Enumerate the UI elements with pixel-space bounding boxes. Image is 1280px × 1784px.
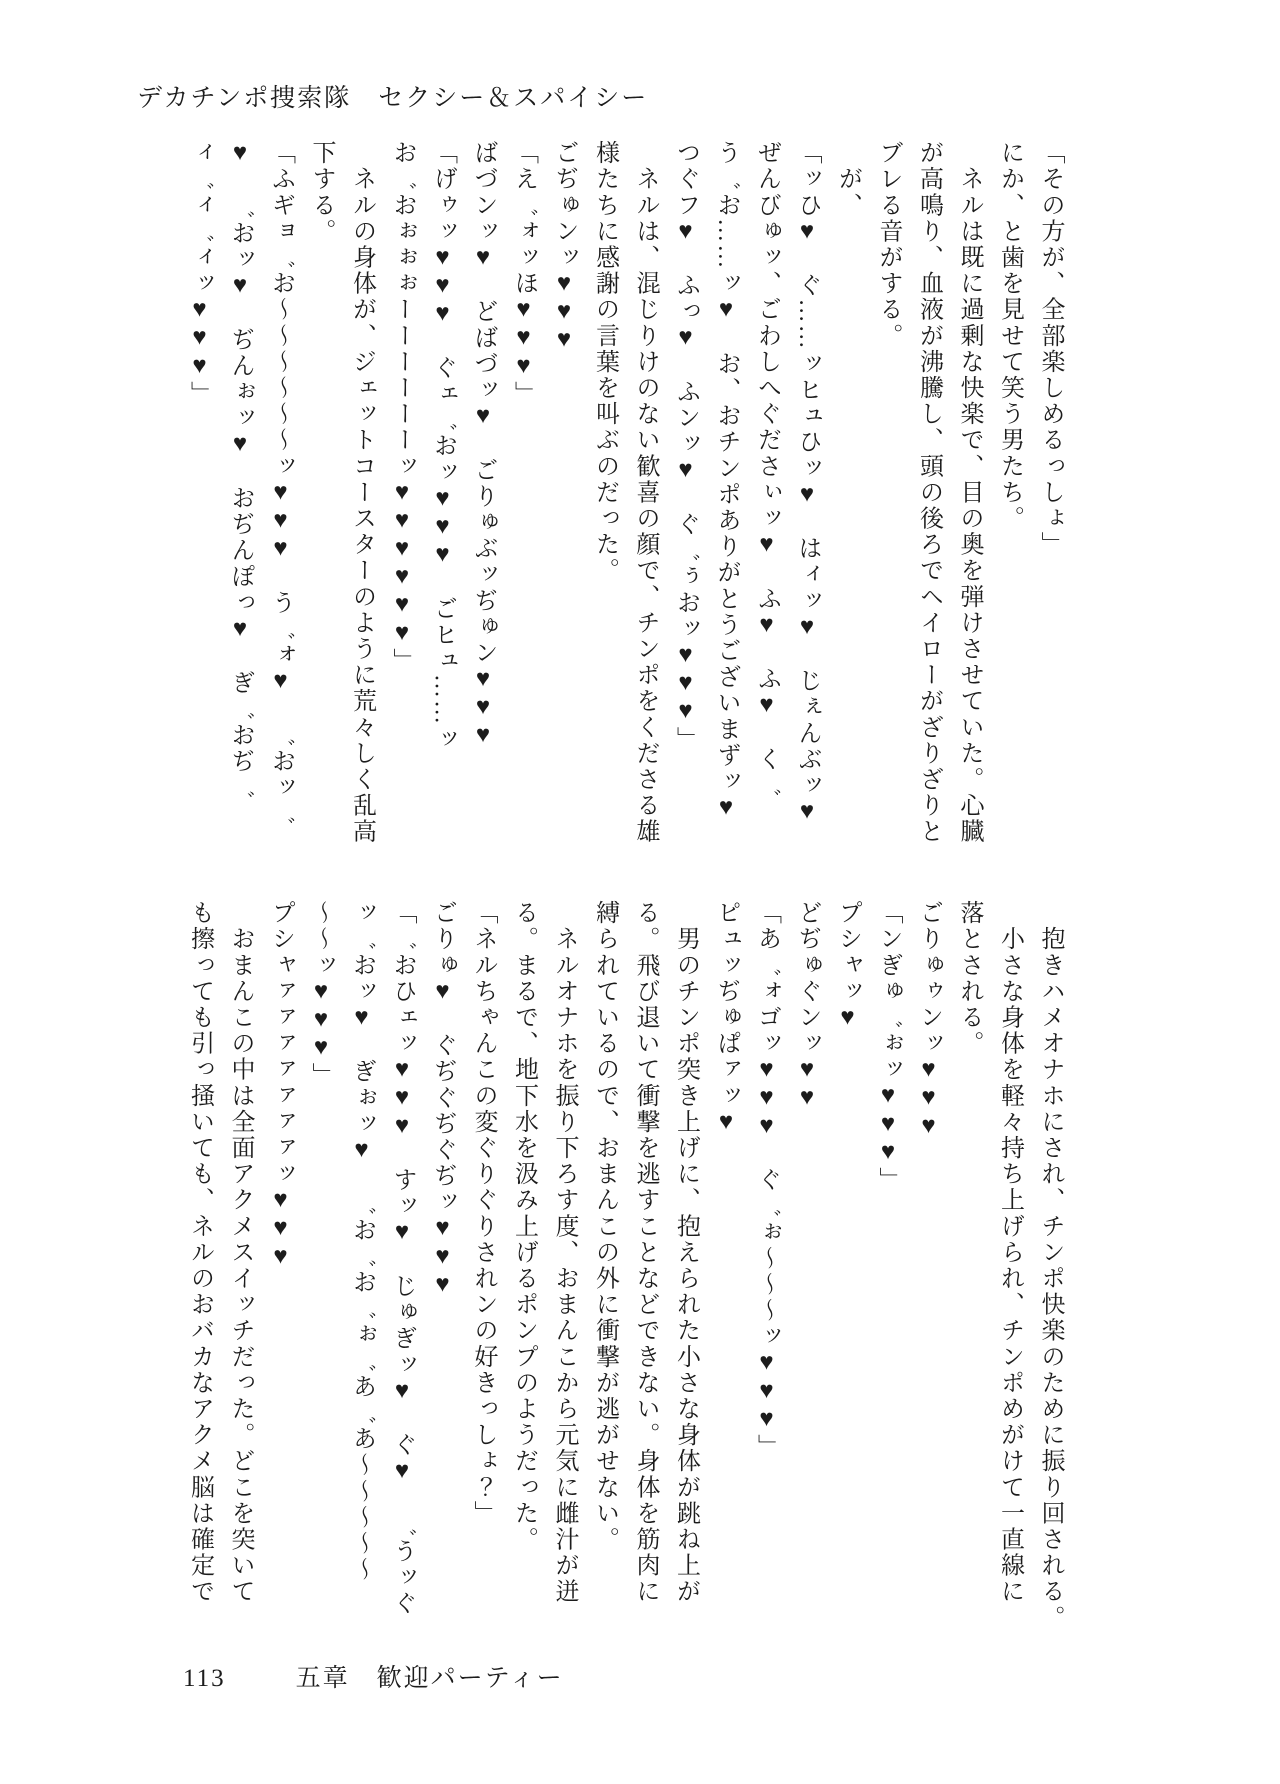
- text-column: ばづンッ♥ どばづッ♥ ごりゅぶッぢゅン♥♥♥: [470, 140, 496, 751]
- text-column: どぢゅぐンッ♥♥: [794, 900, 820, 1113]
- text-column: プシャァァァァァァァッ♥♥♥: [267, 900, 294, 1272]
- text-column: ネルは、混じりけのない歓喜の顔で、チンポをくださる雄: [632, 140, 658, 845]
- text-column: ィ゛ィ゛ィッ♥♥♥」: [186, 140, 213, 407]
- text-column: 落とされる。: [956, 900, 982, 1057]
- text-column: 「げゥッ♥♥♥ ぐェ゛おッ♥♥♥ ごヒュ……ッ: [429, 140, 456, 753]
- text-column: 「ネルちゃんこの変ぐりぐりされンの好きっしょ？」: [470, 900, 496, 1527]
- text-column: にか、と歯を見せて笑う男たち。: [996, 140, 1023, 532]
- bottom-text-block: [179, 900, 1070, 1631]
- text-column: う゛お……ッ♥ お、おチンポありがとうございまずッ♥: [713, 140, 739, 823]
- text-column: 「え゛ォッほ♥♥♥」: [510, 140, 537, 407]
- text-column: 「ふギョ゛お～～～～～～ッ♥♥♥ う゛ォ♥ ゛おッ゛: [267, 140, 294, 827]
- text-column: ごりゅゥンッ♥♥♥: [915, 900, 942, 1141]
- text-column: おまんこの中は全面アクメスイッチだった。どこを突いて: [227, 900, 253, 1605]
- text-column: ネルオナホを振り下ろす度、おまんこから元気に雌汁が迸: [551, 900, 577, 1605]
- text-column: プシャッ♥: [834, 900, 861, 1033]
- text-column: が高鳴り、血液が沸騰し、頭の後ろでヘイローがざりざりと: [915, 140, 942, 845]
- text-column: ごりゅ♥ ぐぢぐぢぐぢッ♥♥♥: [429, 900, 456, 1300]
- text-column: も擦っても引っ掻いても、ネルのおバカなアクメ脳は確定で: [186, 900, 213, 1605]
- text-column: が、: [834, 140, 861, 219]
- text-column: ごぢゅンッ♥♥♥: [551, 140, 577, 355]
- text-column: つぐフ♥ ふっ♥ ふンッ♥ ぐ゛ぅおッ♥♥♥」: [672, 140, 699, 753]
- text-column: ネルは既に過剰な快楽で、目の奥を弾けさせていた。心臓: [956, 140, 982, 845]
- text-column: る。まるで、地下水を汲み上げるポンプのようだった。: [510, 900, 537, 1553]
- page-number: 113: [183, 1665, 226, 1692]
- page-footer: [150, 1630, 564, 1722]
- top-text-block: [179, 140, 1070, 852]
- text-column: 「ンぎゅ゛ぉッ♥♥♥」: [875, 900, 901, 1194]
- text-column: 「ッひ♥ ぐ……ッヒュひッ♥ はィッ♥ じぇんぶッ♥: [794, 140, 820, 827]
- text-column: 「その方が、全部楽しめるっしょ」: [1037, 140, 1063, 558]
- text-column: ブレる音がする。: [875, 140, 901, 349]
- text-column: 小さな身体を軽々持ち上げられ、チンポめがけて一直線に: [996, 900, 1023, 1605]
- text-column: お゛おぉぉぉーーーーーーッ♥♥♥♥♥♥」: [389, 140, 415, 674]
- text-column: 下する。: [308, 140, 334, 245]
- text-column: 「゛おひェッ♥♥♥ すッ♥ じゅぎッ♥ ぐ♥ ゛うッぐ: [389, 900, 415, 1617]
- text-column: ぜんびゅッ、ごわしへぐださぃッ♥ ふ♥ ふ♥ く゛: [753, 140, 780, 799]
- text-column: る。飛び退いて衝撃を逃すことなどできない。身体を筋肉に: [632, 900, 658, 1605]
- text-column: 抱きハメオナホにされ、チンポ快楽のために振り回される。: [1037, 900, 1063, 1631]
- text-column: 男のチンポ突き上げに、抱えられた小さな身体が跳ね上が: [672, 900, 699, 1605]
- chapter-title: 五章 歓迎パーティー: [295, 1665, 564, 1692]
- text-column: ♥ ゛おッ♥ ぢんぉッ♥ おぢんぽっ♥ ぎ゛おぢ゛: [227, 140, 253, 801]
- text-column: ～～ッ♥♥♥」: [308, 900, 334, 1089]
- text-column: ピュッぢゅぱァッ♥: [713, 900, 739, 1137]
- text-column: ネルの身体が、ジェットコースターのように荒々しく乱高: [348, 140, 375, 845]
- text-column: 縛られているので、おまんこの外に衝撃が逃がせない。: [591, 900, 618, 1553]
- text-column: 「あ゛ォゴッ♥♥♥ ぐ゛ぉ～～～ッ♥♥♥」: [753, 900, 780, 1461]
- running-head-title: デカチンポ捜索隊 セクシー＆スパイシー: [137, 85, 649, 112]
- text-column: ッ゛おッ♥ ぎぉッ♥ ゛お゛お゛ぉ゛あ゛あ～～～～～: [348, 900, 375, 1583]
- text-column: 様たちに感謝の言葉を叫ぶのだった。: [591, 140, 618, 584]
